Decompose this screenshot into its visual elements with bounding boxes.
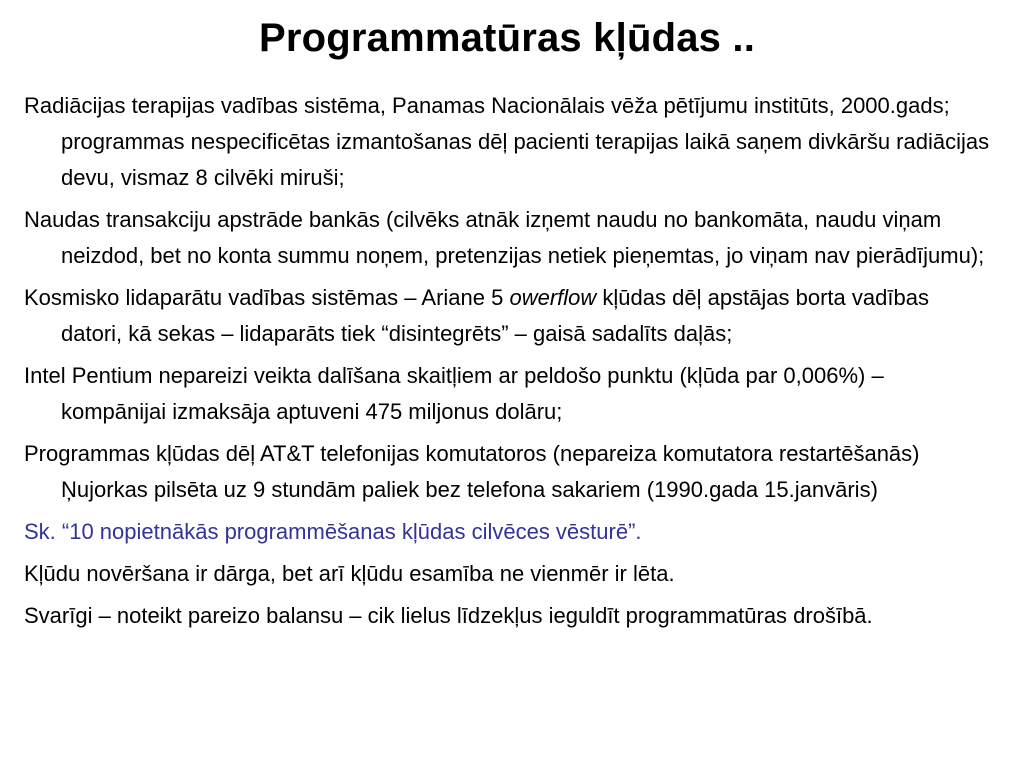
- list-item-att-switches: Programmas kļūdas dēļ AT&T telefonijas komutatoros (nepareiza komutatora restartēšanās) Ņujorkas pilsēta uz 9 stundām paliek bez telefona sakariem (1990.gada 15.janvāris): [24, 441, 920, 502]
- list-item-error-cost: Kļūdu novēršana ir dārga, bet arī kļūdu esamība ne vienmēr ir lēta.: [24, 561, 675, 586]
- list-item-balance: Svarīgi – noteikt pareizo balansu – cik lielus līdzekļus ieguldīt programmatūras drošībā.: [24, 603, 873, 628]
- ariane-text-end: kļūdas dēļ apstājas borta vadības datori, kā sekas – lidaparāts tiek “disintegrēts” – gaisā sadalīts daļās;: [61, 285, 929, 346]
- reference-link[interactable]: Sk. “10 nopietnākās programmēšanas kļūdas cilvēces vēsturē”.: [24, 519, 642, 544]
- list-item-ariane-5: [24, 280, 990, 352]
- ariane-term-owerflow: owerflow: [509, 285, 597, 310]
- list-item-bank-transactions: Naudas transakciju apstrāde bankās (cilvēks atnāk izņemt naudu no bankomāta, naudu viņam neizdod, bet no konta summu noņem, pretenzijas netiek pieņemtas, jo viņam nav pierādījumu);: [24, 207, 985, 268]
- list-item-intel-pentium: Intel Pentium nepareizi veikta dalīšana skaitļiem ar peldošo punktu (kļūda par 0,006%) – kompānijai izmaksāja aptuveni 475 miljonus dolāru;: [24, 363, 884, 424]
- slide-title: Programmatūras kļūdas ..: [258, 16, 756, 60]
- list-item-radiation-therapy: Radiācijas terapijas vadības sistēma, Panamas Nacionālais vēža pētījumu institūts, 2000.gads; programmas nespecificētas izmantošanas dēļ pacienti terapijas laikā saņem divkāršu radiācijas devu, vismaz 8 cilvēki miruši;: [24, 93, 990, 190]
- bullet-list: [24, 88, 990, 634]
- ariane-text-start: Kosmisko lidaparātu vadības sistēmas – Ariane 5: [24, 285, 510, 310]
